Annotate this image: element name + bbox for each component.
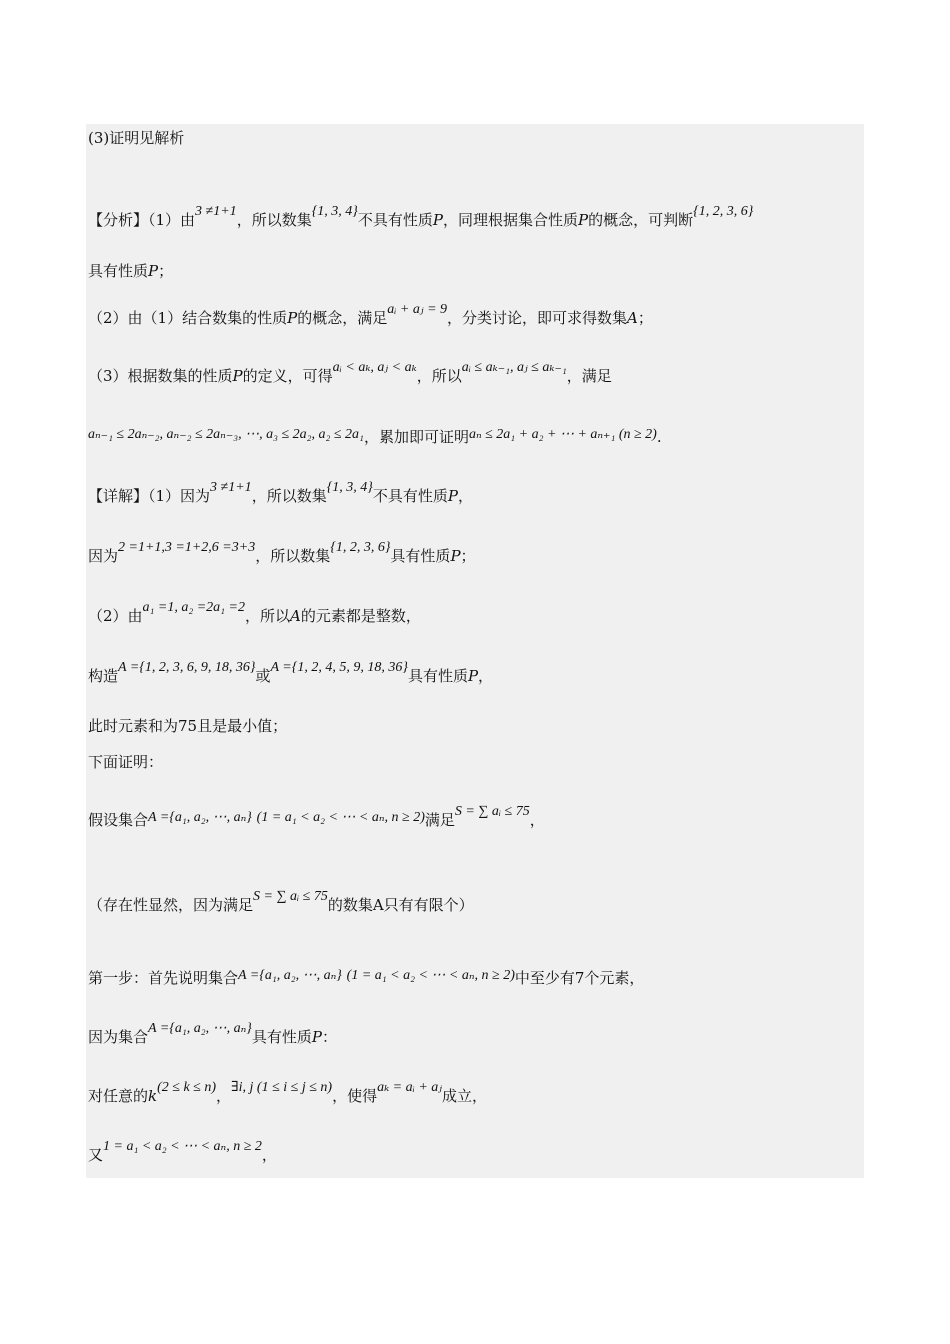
- text: ；: [460, 547, 476, 565]
- text: 对任意的: [88, 1087, 149, 1105]
- formula: S = ∑ aᵢ ≤ 75: [253, 889, 328, 904]
- text: 的定义，可得: [242, 367, 333, 385]
- text: 因为: [88, 547, 119, 565]
- text: ，所以数集: [251, 487, 327, 505]
- formula: aᵢ < aₖ, aⱼ < aₖ: [332, 360, 417, 375]
- var: P: [232, 367, 243, 385]
- var: P: [287, 309, 298, 327]
- text: ，所以: [245, 607, 291, 625]
- var: P: [467, 667, 479, 685]
- formula: A ={a₁, a₂, ⋯, aₙ}: [148, 1021, 252, 1036]
- detail-line-8: [88, 889, 474, 917]
- text: ，: [529, 811, 545, 829]
- text: ，满足: [566, 367, 612, 385]
- text: 中至少有7个元素，: [514, 969, 645, 987]
- text: ，同理根据集合性质: [443, 211, 579, 229]
- text: ，: [458, 487, 474, 505]
- formula: {1, 2, 3, 6}: [330, 540, 391, 555]
- formula: A ={1, 2, 4, 5, 9, 18, 36}: [270, 660, 408, 675]
- text: 构造: [88, 667, 119, 685]
- text: ，: [478, 667, 494, 685]
- text: 不具有性质: [372, 487, 448, 505]
- formula: 1 = a₁ < a₂ < ⋯ < aₙ, n ≥ 2: [103, 1139, 262, 1154]
- analysis-line-4: [88, 360, 612, 388]
- text: .: [656, 428, 662, 446]
- formula: (1 = a₁ < a₂ < ⋯ < aₙ, n ≥ 2): [256, 810, 425, 825]
- formula: aₖ = aᵢ + aⱼ: [377, 1080, 442, 1095]
- formula: {1, 2, 3, 6}: [693, 204, 754, 219]
- text: 具有性质: [251, 1028, 312, 1046]
- detail-line-4: [88, 660, 494, 688]
- text: 下面证明：: [88, 753, 164, 771]
- text: ，所以数集: [236, 211, 312, 229]
- detail-line-3: [88, 600, 421, 628]
- formula: S = ∑ aᵢ ≤ 75: [454, 804, 530, 819]
- text: ，所以数集: [255, 547, 331, 565]
- var: k: [148, 1087, 158, 1105]
- formula: {1, 3, 4}: [311, 204, 358, 219]
- text: (3)证明见解析: [88, 129, 185, 147]
- content-panel: [86, 124, 864, 1178]
- analysis-line-5: [88, 427, 662, 449]
- text: 具有性质: [390, 547, 451, 565]
- formula: 3 ≠1+1: [195, 204, 237, 219]
- var: P: [311, 1028, 322, 1046]
- text: 【分析】（1）由: [88, 211, 196, 229]
- formula: A ={a₁, a₂, ⋯, aₙ}: [238, 968, 342, 983]
- formula: 2 =1+1,3 =1+2,6 =3+3: [118, 540, 256, 555]
- text: ，: [216, 1087, 232, 1105]
- text: ；: [637, 309, 653, 327]
- var: A: [290, 607, 301, 625]
- text: （存在性显然，因为满足: [88, 896, 254, 914]
- formula: (1 = a₁ < a₂ < ⋯ < aₙ, n ≥ 2): [346, 968, 515, 983]
- detail-line-1: [88, 480, 474, 508]
- var: P: [450, 547, 461, 565]
- text: 的概念，可判断: [588, 211, 694, 229]
- text: 的数集A只有有限个）: [327, 896, 474, 914]
- text: 的概念，满足: [297, 309, 388, 327]
- detail-line-10: [88, 1021, 337, 1049]
- text: ，使得: [332, 1087, 378, 1105]
- text: （3）根据数集的性质: [88, 367, 233, 385]
- text: 的元素都是整数，: [300, 607, 421, 625]
- text: ；: [158, 262, 174, 280]
- var: P: [148, 262, 159, 280]
- detail-line-11: [88, 1080, 488, 1108]
- text: 第一步：首先说明集合: [88, 969, 239, 987]
- formula: ∃i, j (1 ≤ i ≤ j ≤ n): [231, 1080, 333, 1095]
- formula: aᵢ + aⱼ = 9: [387, 302, 448, 317]
- detail-line-5: [88, 716, 287, 736]
- text: ，分类讨论，即可求得数集: [447, 309, 628, 327]
- text: 又: [88, 1146, 104, 1164]
- var: P: [578, 211, 589, 229]
- formula: A ={a₁, a₂, ⋯, aₙ}: [148, 810, 252, 825]
- analysis-line-3: [88, 302, 653, 330]
- text: 成立，: [442, 1087, 488, 1105]
- text: 不具有性质: [357, 211, 433, 229]
- text: 此时元素和为75且是最小值；: [88, 717, 288, 735]
- detail-line-12: [88, 1139, 277, 1167]
- detail-line-6: [88, 752, 163, 772]
- text: ，: [261, 1146, 277, 1164]
- var: P: [447, 487, 459, 505]
- text: ，累加即可证明: [363, 428, 469, 446]
- detail-line-2: [88, 540, 476, 568]
- text: 满足: [424, 811, 455, 829]
- answer-line: [88, 128, 184, 148]
- detail-line-9: [88, 968, 644, 990]
- formula: {1, 3, 4}: [326, 480, 373, 495]
- formula: aₙ₋₁ ≤ 2aₙ₋₂, aₙ₋₂ ≤ 2aₙ₋₃, ⋯, a₃ ≤ 2a₂, a₂ ≤ 2a₁: [88, 427, 364, 442]
- detail-line-7: [88, 804, 545, 832]
- analysis-line-2: [88, 261, 173, 281]
- text: 具有性质: [407, 667, 468, 685]
- formula: (2 ≤ k ≤ n): [157, 1080, 217, 1095]
- text: ，所以: [416, 367, 462, 385]
- formula: aₙ ≤ 2a₁ + a₂ + ⋯ + aₙ₊₁ (n ≥ 2): [468, 427, 657, 442]
- text: 假设集合: [88, 811, 149, 829]
- text: 【详解】（1）因为: [88, 487, 211, 505]
- var: P: [432, 211, 444, 229]
- text: 或: [255, 667, 271, 685]
- analysis-line-1: [88, 204, 754, 232]
- text: （2）由（1）结合数集的性质: [88, 309, 288, 327]
- text: ：: [321, 1028, 337, 1046]
- var: A: [627, 309, 638, 327]
- formula: aᵢ ≤ aₖ₋₁, aⱼ ≤ aₖ₋₁: [461, 360, 567, 375]
- formula: A ={1, 2, 3, 6, 9, 18, 36}: [118, 660, 256, 675]
- text: 因为集合: [88, 1028, 149, 1046]
- text: （2）由: [88, 607, 143, 625]
- formula: 3 ≠1+1: [210, 480, 252, 495]
- text: 具有性质: [88, 262, 149, 280]
- formula: a₁ =1, a₂ =2a₁ =2: [142, 600, 245, 615]
